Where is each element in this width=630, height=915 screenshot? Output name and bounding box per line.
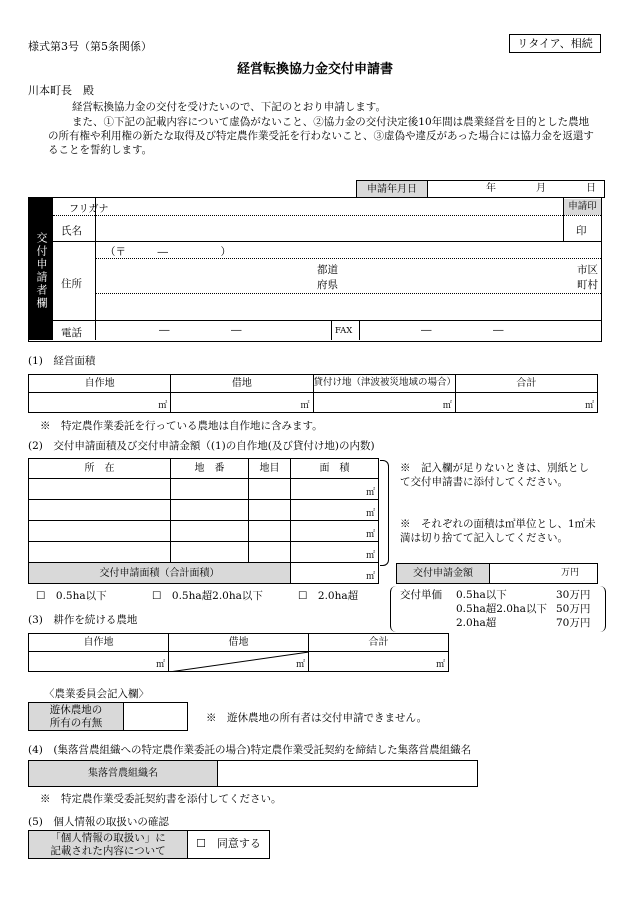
org-name-table bbox=[28, 760, 478, 787]
category-input[interactable] bbox=[249, 521, 291, 542]
col-own-land: 自作地 bbox=[29, 375, 171, 393]
lent-land-input[interactable]: ㎡ bbox=[313, 393, 455, 413]
address-label: 住所 bbox=[61, 278, 82, 290]
area-input[interactable]: ㎡ bbox=[291, 521, 379, 542]
address-line-field[interactable] bbox=[96, 294, 600, 319]
own-land-input[interactable]: ㎡ bbox=[29, 393, 171, 413]
rate-range-2: 0.5ha超2.0ha以下 bbox=[456, 603, 547, 615]
org-name-input[interactable] bbox=[218, 761, 478, 787]
continued-farmland-table bbox=[28, 633, 449, 672]
fax-dash-2: ― bbox=[493, 324, 504, 336]
phone-dash-2: ― bbox=[231, 324, 242, 336]
area-input[interactable]: ㎡ bbox=[291, 542, 379, 563]
rate-amount-2: 50万円 bbox=[556, 603, 591, 615]
form-number: 様式第3号（第5条関係） bbox=[28, 40, 152, 53]
col-lot-number: 地 番 bbox=[171, 459, 249, 479]
section2-note-a: ※ 記入欄が足りないときは、別紙として交付申請書に添付してください。 bbox=[400, 462, 589, 489]
location-input[interactable] bbox=[29, 542, 171, 563]
addressee: 川本町長 殿 bbox=[28, 84, 94, 97]
furigana-label: フリガナ bbox=[69, 204, 109, 215]
fax-dash-1: ― bbox=[421, 324, 432, 336]
area-check-medium[interactable]: ☐ 0.5ha超2.0ha以下 bbox=[152, 590, 263, 602]
section5-heading: (5) 個人情報の取扱いの確認 bbox=[28, 816, 169, 828]
col-total: 合計 bbox=[309, 634, 449, 652]
table-row bbox=[29, 500, 379, 521]
area-input[interactable]: ㎡ bbox=[291, 500, 379, 521]
fax-col-line-a bbox=[331, 320, 332, 340]
col-leased-land: 借地 bbox=[169, 634, 309, 652]
own-land-input[interactable]: ㎡ bbox=[29, 652, 169, 672]
category-input[interactable] bbox=[249, 500, 291, 521]
org-name-label: 集落営農組織名 bbox=[29, 761, 218, 787]
furigana-field[interactable] bbox=[96, 199, 562, 214]
form-title: 経営転換協力金交付申請書 bbox=[236, 62, 393, 77]
table-row bbox=[29, 521, 379, 542]
committee-table bbox=[28, 702, 188, 731]
col-area: 面 積 bbox=[291, 459, 379, 479]
total-application-area-label: 交付申請面積（合計面積） bbox=[29, 563, 291, 584]
committee-note: ※ 遊休農地の所有者は交付申請できません。 bbox=[206, 712, 428, 724]
col-location: 所 在 bbox=[29, 459, 171, 479]
area-check-small[interactable]: ☐ 0.5ha以下 bbox=[36, 590, 107, 602]
idle-farmland-label bbox=[29, 703, 124, 731]
consent-checkbox[interactable]: ☐ 同意する bbox=[188, 831, 270, 859]
applicant-side-text: 交付申請者欄 bbox=[35, 232, 48, 310]
fax-label: FAX bbox=[335, 326, 353, 336]
city-bottom: 町村 bbox=[577, 279, 598, 291]
area-check-large[interactable]: ☐ 2.0ha超 bbox=[298, 590, 359, 602]
idle-farmland-label-2: 所有の有無 bbox=[49, 716, 103, 729]
col-land-category: 地目 bbox=[249, 459, 291, 479]
category-input[interactable] bbox=[249, 542, 291, 563]
section4-heading: (4) (集落営農組織への特定農作業委託の場合)特定農作業受託契約を締結した集落営農組織名 bbox=[28, 744, 472, 756]
application-amount-label: 交付申請金額 bbox=[397, 564, 490, 584]
idle-farmland-input[interactable] bbox=[124, 703, 188, 731]
rate-range-3: 2.0ha超 bbox=[456, 617, 497, 629]
privacy-label-2: 記載された内容について bbox=[50, 844, 166, 857]
phone-divider bbox=[53, 320, 601, 321]
notes-bracket bbox=[380, 460, 389, 566]
seal-label: 申請印 bbox=[564, 199, 601, 215]
management-area-table bbox=[28, 374, 598, 413]
city-top: 市区 bbox=[577, 264, 598, 276]
section2-note-b: ※ それぞれの面積は㎡単位とし、1㎡未満は切り捨てて記入してください。 bbox=[400, 518, 596, 545]
date-label: 申請年月日 bbox=[357, 181, 428, 198]
col-leased-land: 借地 bbox=[171, 375, 313, 393]
todofuken-top: 都道 bbox=[317, 264, 338, 276]
section4-note: ※ 特定農作業受委託契約書を添付してください。 bbox=[40, 793, 282, 805]
privacy-label bbox=[29, 831, 188, 859]
year-label: 年 bbox=[486, 183, 496, 194]
phone-label: 電話 bbox=[61, 327, 82, 339]
lot-input[interactable] bbox=[171, 542, 249, 563]
privacy-label-1: 「個人情報の取扱い」に bbox=[50, 831, 166, 844]
leased-land-input[interactable] bbox=[169, 652, 309, 672]
todofuken-bottom: 府県 bbox=[317, 279, 338, 291]
application-amount-input[interactable]: 万円 bbox=[490, 564, 598, 584]
fax-col-line-b bbox=[359, 320, 360, 340]
section2-heading: (2) 交付申請面積及び交付申請金額（(1)の自作地(及び貸付け地)の内数) bbox=[28, 440, 375, 452]
name-field[interactable] bbox=[96, 216, 562, 240]
lot-input[interactable] bbox=[171, 479, 249, 500]
month-label: 月 bbox=[536, 183, 546, 194]
section1-heading: (1) 経営面積 bbox=[28, 355, 96, 367]
table-row bbox=[29, 479, 379, 500]
intro-line: 経営転換協力金の交付を受けたいので、下記のとおり申請します。 bbox=[72, 101, 386, 113]
phone-dash-1: ― bbox=[159, 324, 170, 336]
committee-heading: 〈農業委員会記入欄〉 bbox=[44, 688, 149, 700]
idle-farmland-label-1: 遊休農地の bbox=[49, 703, 103, 716]
leased-land-unit: ㎡ bbox=[295, 660, 305, 671]
day-label: 日 bbox=[586, 183, 596, 194]
rate-amount-3: 70万円 bbox=[556, 617, 591, 629]
application-amount-table bbox=[396, 563, 598, 584]
leased-land-input[interactable]: ㎡ bbox=[171, 393, 313, 413]
name-divider bbox=[53, 241, 601, 242]
lot-input[interactable] bbox=[171, 521, 249, 542]
parcel-table bbox=[28, 458, 379, 584]
location-input[interactable] bbox=[29, 500, 171, 521]
pledge-text: また、①下記の記載内容について虚偽がないこと、②協力金の交付決定後10年間は農業経営を目的とした農地の所有権や利用権の新たな取得及び特定農作業受託を行わないこと、③虚偽や違反があった場合には協力金を返還することを誓約します。 bbox=[48, 116, 594, 157]
section3-heading: (3) 耕作を続ける農地 bbox=[28, 614, 138, 626]
total-application-area-input[interactable]: ㎡ bbox=[291, 563, 379, 584]
col-lent-land: 貸付け地（津波被災地域の場合） bbox=[313, 375, 455, 393]
lot-input[interactable] bbox=[171, 500, 249, 521]
category-box: リタイア、相続 bbox=[509, 34, 601, 53]
col-total: 合計 bbox=[455, 375, 597, 393]
seal-mark: 印 bbox=[576, 225, 587, 237]
category-input[interactable] bbox=[249, 479, 291, 500]
date-field[interactable] bbox=[428, 181, 605, 198]
privacy-table bbox=[28, 830, 270, 859]
section1-note: ※ 特定農作業委託を行っている農地は自作地に含みます。 bbox=[40, 420, 323, 432]
applicant-side-label bbox=[29, 198, 53, 340]
applicant-box bbox=[28, 197, 602, 342]
rate-label: 交付単価 bbox=[400, 589, 442, 601]
diagonal-strike bbox=[169, 652, 309, 672]
rate-amount-1: 30万円 bbox=[556, 589, 591, 601]
col-own-land: 自作地 bbox=[29, 634, 169, 652]
location-input[interactable] bbox=[29, 479, 171, 500]
application-date-row bbox=[356, 180, 605, 198]
total-area-input[interactable]: ㎡ bbox=[455, 393, 597, 413]
table-row bbox=[29, 542, 379, 563]
name-label: 氏名 bbox=[61, 225, 82, 237]
total-input[interactable]: ㎡ bbox=[309, 652, 449, 672]
postal-code[interactable]: （〒 ― ） bbox=[105, 246, 231, 258]
rate-range-1: 0.5ha以下 bbox=[456, 589, 507, 601]
location-input[interactable] bbox=[29, 521, 171, 542]
area-input[interactable]: ㎡ bbox=[291, 479, 379, 500]
